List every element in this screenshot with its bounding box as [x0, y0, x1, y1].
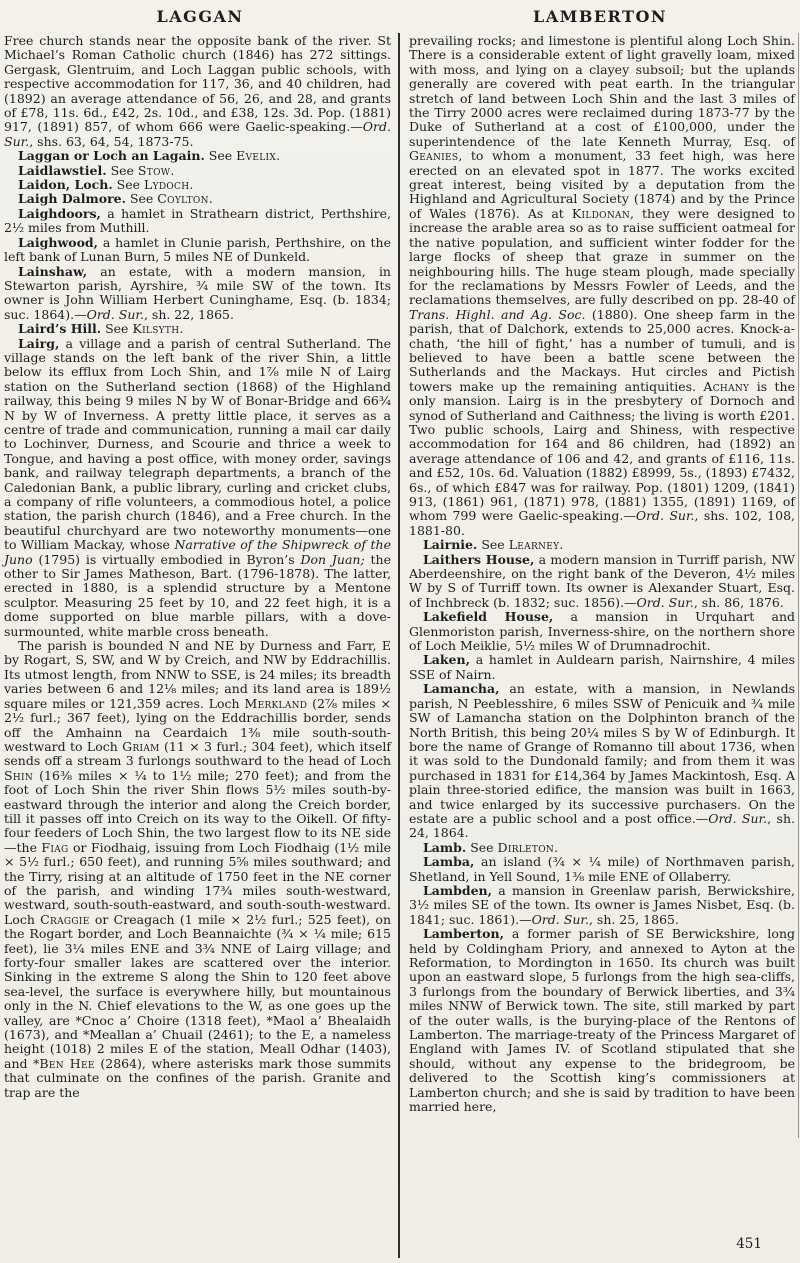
text-segment: , sh. 24, 1864.: [409, 810, 795, 841]
text-segment: an estate, with a mansion, in Newlands parish, N Peeblesshire, 6 miles SSW of Penicuik and ¾ mile SW of Lamancha station on the Dolphinton branch of the North British, this being 20¼ miles S by W of Edinburgh. It bore the name of Grange of Romanno till about 1736, when it was sold to the Dundonald family; and from them it was purchased in 1831 for £14,364 by James Mackintosh, Esq. A plain three-storied edifice, the mansion was built in 1663, and twice enlarged by its successive purchasers. On the estate are a public school and a post office.—: [409, 681, 795, 826]
text-segment: (16⅜ miles × ¼ to 1½ mile; 270 feet); and from the foot of Loch Shin the river Shin flows 5½ miles south-by-eastward through the interior and along the Creich border, till it passes off into Creich on its way to the Oikell. Of fifty-four feeders of Loch Shin, the two largest flow to its NE side—the: [4, 767, 391, 855]
text-segment: Free church stands near the opposite bank of the river. St Michael’s Roman Catholic church (1846) has 272 sittings. Gergask, Glentruim, and Loch Laggan public schools, with respective accommodation for 117, 36, and 40 children, had (1892) an average attendance of 56, 26, and 28, and grants of £78, 11s. 6d., £42, 2s. 10d., and £38, 12s. 3d. Pop. (1881) 917, (1891) 857, of whom 666 were Gaelic-speaking.—: [4, 33, 391, 135]
paragraph: [409, 610, 795, 653]
scan-edge-line: [798, 33, 799, 1138]
text-columns: [0, 34, 800, 1114]
paragraph: [4, 207, 391, 236]
paragraph: [4, 192, 391, 206]
right-running-head: LAMBERTON: [532, 7, 668, 26]
italic-title: Ord. Sur.: [635, 508, 695, 524]
paragraph: [4, 34, 391, 149]
text-segment: a mansion in Urquhart and Glenmoriston parish, Inverness-shire, on the northern shore of Loch Meiklie, 5½ miles W of Drumnadrochit.: [409, 609, 796, 654]
entry-name: Lainshaw,: [18, 263, 88, 279]
cross-reference: Shin: [4, 767, 34, 783]
paragraph: [409, 841, 795, 855]
cross-reference: Stow: [137, 162, 171, 178]
paragraph: [409, 34, 795, 538]
text-segment: , sh. 25, 1865.: [588, 911, 679, 927]
text-segment: a former parish of SE Berwickshire, long held by Coldingham Priory, and annexed to Ayton at the Reformation, to Mordington in 1650. Its church was built upon an eastward slope, 5 furlongs from the high sea-cliffs, 3 furlongs from the boundary of Berwick liberties, and 3¾ miles NNW of Berwick town. The site, still marked by part of the outer walls, is the burying-place of the Rentons of Lamberton. The marriage-treaty of the Princess Margaret of England with James IV. of Scotland stipulated that she should, without any expense to the bridegroom, be delivered to the Scottish king’s commissioners at Lamberton church; and she is said by tradition to have been married here,: [409, 926, 795, 1115]
entry-name: Laidlawstiel.: [18, 162, 107, 178]
cross-reference: Griam: [122, 738, 160, 754]
text-segment: .: [170, 162, 175, 178]
paragraph: [4, 322, 391, 336]
text-segment: .: [276, 148, 281, 164]
text-segment: a modern mansion in Turriff parish, NW Aberdeenshire, on the right bank of the Deveron, 4½ miles W by S of Turriff town. Its owner is Alexander Stuart, Esq. of Inchbreck (b. 1832; suc. 1856).—: [409, 551, 795, 610]
paragraph: [4, 337, 391, 640]
text-segment: is the only mansion. Lairg is in the presbytery of Dornoch and synod of Sutherland and Caithness; the living is worth £201. Two public schools, Lairg and Shiness, with respective accommodation for 164 and 86 children, had (1892) an average attendance of 106 and 42, and grants of £116, 11s. and £52, 10s. 6d. Valuation (1882) £8999, 5s., (1893) £7432, 6s., of which £847 was for railway. Pop. (1801) 1209, (1841) 913, (1861) 961, (1871) 978, (1881) 1355, (1891) 1169, of whom 799 were Gaelic-speaking.—: [409, 378, 795, 524]
cross-reference: Merkland: [244, 695, 308, 711]
entry-name: Laighwood,: [18, 234, 98, 250]
text-segment: See: [112, 177, 144, 193]
cross-reference: Craggie: [40, 911, 90, 927]
cross-reference: Kilsyth: [132, 321, 180, 337]
entry-name: Lairnie.: [423, 537, 478, 553]
cross-reference: Kildonan: [571, 205, 631, 221]
text-segment: , sh. 22, 1865.: [143, 306, 234, 322]
text-segment: (2⅞ miles × 2½ furl.; 367 feet), lying on the Eddrachillis border, sends off the Amhainn na Ceardaich 1⅜ mile south-south-westward to Loch: [4, 695, 392, 754]
cross-reference: Evelix: [236, 148, 277, 164]
entry-name: Lairg,: [18, 335, 60, 351]
paragraph: [4, 265, 391, 323]
italic-title: Ord. Sur.: [531, 911, 589, 927]
cross-reference: Geanies: [409, 148, 459, 164]
cross-reference: Coylton: [157, 191, 209, 207]
italic-title: Trans. Highl. and Ag. Soc.: [409, 306, 586, 322]
paragraph: [409, 927, 795, 1114]
right-column: [399, 34, 800, 1114]
text-segment: , shs. 102, 108, 1881-80.: [409, 508, 795, 538]
text-segment: The parish is bounded N and NE by Durness and Farr, E by Rogart, S, SW, and W by Creich, and NW by Eddrachillis. Its utmost length, from NNW to SSE, is 24 miles; its breadth varies between 6 and 12⅛ miles; and its land area is 189½ square miles or 121,359 acres. Loch: [4, 638, 391, 711]
page-number: 451: [736, 1236, 762, 1252]
entry-name: Laggan or Loch an Lagain.: [18, 148, 205, 164]
text-segment: See: [477, 537, 509, 553]
text-segment: an island (¾ × ¼ mile) of Northmaven parish, Shetland, in Yell Sound, 1⅜ mile ENE of Ollaberry.: [409, 854, 795, 884]
cross-reference: Learney: [508, 537, 560, 553]
text-segment: a hamlet in Strathearn district, Perthshire, 2½ miles from Muthill.: [4, 205, 391, 236]
entry-name: Laidon, Loch.: [18, 177, 113, 193]
text-segment: See: [125, 191, 158, 207]
paragraph: [4, 164, 391, 178]
text-segment: (11 × 3 furl.; 304 feet), which itself sends off a stream 3 furlongs southward to the head of Loch: [4, 738, 391, 769]
entry-name: Lakefield House,: [423, 609, 554, 625]
paragraph: [4, 178, 391, 192]
text-segment: a hamlet in Clunie parish, Perthshire, on the left bank of Lunan Burn, 5 miles NE of Dunkeld.: [4, 234, 391, 265]
column-divider-rule: [398, 33, 400, 1258]
text-segment: (2864), where asterisks mark those summits that culminate on the confines of the parish. Granite and trap are the: [4, 1055, 392, 1100]
entry-name: Laighdoors,: [18, 205, 101, 221]
paragraph: [409, 884, 795, 927]
text-segment: .: [208, 191, 213, 207]
running-heads: [0, 0, 800, 34]
text-segment: See: [101, 321, 133, 337]
text-segment: or Creagach (1 mile × 2½ furl.; 525 feet), on the Rogart border, and Loch Beannaichte (¾ × ¼ mile; 615 feet), lie 3¼ miles ENE and 3¾ NNE of Lairg village; and forty-four smaller lakes are scattered over the interior. Sinking in the extreme S along the Shin to 120 feet above sea-level, the surface is everywhere hilly, but mountainous only in the N. Chief elevations to the W, as one goes up the valley, are *Cnoc a’ Choire (1318 feet), *Maol a’ Bhealaidh (1673), and *Meallan a’ Chuail (2461); to the E, a nameless height (1018) 2 miles E of the station, Meall Odhar (1403), and *: [4, 911, 392, 1071]
cross-reference: Dirleton: [497, 839, 555, 855]
paragraph: [409, 653, 795, 682]
text-segment: , to whom a monument, 33 feet high, was here erected on an elevated spot in 1877. The works excited great interest, being visited by a deputation from the Highland and Agricultural Society (1874) and by the Prince of Wales (1876). As at: [409, 148, 795, 221]
paragraph: [409, 538, 795, 552]
entry-name: Laken,: [423, 652, 470, 668]
cross-reference: Fiag: [41, 839, 69, 855]
text-segment: a mansion in Greenlaw parish, Berwickshire, 3½ miles SE of the town. Its owner is James Nisbet, Esq. (b. 1841; suc. 1861).—: [409, 882, 795, 927]
text-segment: or Fiodhaig, issuing from Loch Fiodhaig (1½ mile × 5½ furl.; 650 feet), and running 5⅝ miles southward; and the Tirry, rising at an altitude of 1750 feet in the NE corner of the parish, and winding 17¾ miles south-westward, westward, south-south-eastward, and south-south-westward. Loch: [4, 839, 391, 927]
entry-name: Laird’s Hill.: [18, 321, 102, 337]
cross-reference: Achany: [703, 378, 750, 394]
text-segment: (1880). One sheep farm in the parish, that of Dalchork, extends to 25,000 acres. Knock-a-chath, ‘the hill of fight,’ has a number of tumuli, and is believed to have been a battle scene between the Sutherlands and the Mackays. Hut circles and Pictish towers make up the remaining antiquities.: [409, 306, 796, 394]
entry-name: Lamba,: [423, 854, 475, 870]
paragraph: [4, 639, 391, 1100]
left-column: [0, 34, 399, 1100]
text-segment: (1795) is virtually embodied in Byron’s: [32, 551, 301, 567]
entry-name: Lamberton,: [423, 926, 504, 942]
left-running-head: LAGGAN: [156, 7, 244, 26]
text-segment: the other to Sir James Matheson, Bart. (1796-1878). The latter, erected in 1880, is a splendid structure by a Mentone sculptor. Measuring 25 feet by 10, and 22 feet high, it is a dome supported on blue marble pillars, with a dove-surmounted, white marble cross beneath.: [4, 551, 391, 639]
text-segment: a hamlet in Auldearn parish, Nairnshire, 4 miles SSE of Nairn.: [409, 652, 795, 682]
paragraph: [4, 236, 391, 265]
entry-name: Laithers House,: [423, 551, 535, 567]
entry-name: Lambden,: [423, 882, 492, 898]
italic-title: Ord. Sur.: [86, 306, 144, 322]
paragraph: [409, 682, 795, 840]
text-segment: .: [179, 321, 184, 337]
text-segment: , shs. 63, 64, 54, 1873-75.: [29, 133, 194, 149]
cross-reference: Ben Hee: [39, 1055, 95, 1071]
italic-title: Ord. Sur.: [4, 119, 391, 149]
entry-name: Lamancha,: [423, 681, 500, 697]
text-segment: an estate, with a modern mansion, in Stewarton parish, Ayrshire, ¾ mile SW of the town. Its owner is John William Herbert Cuninghame, Esq. (b. 1834; suc. 1864).—: [4, 263, 391, 322]
text-segment: , sh. 86, 1876.: [693, 594, 784, 610]
text-segment: .: [189, 177, 194, 193]
entry-name: Laigh Dalmore.: [18, 191, 126, 207]
text-segment: .: [554, 839, 559, 855]
entry-name: Lamb.: [423, 839, 467, 855]
paragraph: [409, 553, 795, 611]
cross-reference: Lydoch: [144, 177, 190, 193]
italic-title: Ord. Sur.: [708, 810, 768, 826]
italic-title: Ord. Sur.: [636, 594, 694, 610]
text-segment: See: [466, 839, 498, 855]
text-segment: See: [204, 148, 237, 164]
text-segment: , they were designed to increase the arable area so as to raise sufficient oatmeal for the native population, and sufficient winter fodder for the large flocks of sheep that graze in summer on the neighbouring hills. The huge steam plough, made specially for the reclamations by Messrs Fowler of Leeds, and the reclamations themselves, are fully described on pp. 28-40 of: [409, 205, 796, 308]
text-segment: a village and a parish of central Sutherland. The village stands on the left bank of the river Shin, a little below its efflux from Loch Shin, and 1⅞ mile N of Lairg station on the Sutherland section (1868) of the Highland railway, this being 9 miles N by W of Bonar-Bridge and 66¾ N by W of Inverness. A pretty little place, it serves as a centre of trade and communication, running a mail car daily to Lochinver, Durness, and Scourie and thrice a week to Tongue, and having a post office, with money order, savings bank, and railway telegraph departments, a branch of the Caledonian Bank, a public library, curling and cricket clubs, a company of rifle volunteers, a commodious hotel, a police station, the parish church (1846), and a Free church. In the beautiful churchyard are two noteworthy monuments—one to William Mackay, whose: [4, 335, 391, 553]
text-segment: .: [559, 537, 564, 553]
text-segment: prevailing rocks; and limestone is plentiful along Loch Shin. There is a considerable extent of light gravelly loam, mixed with moss, and lying on a clayey subsoil; but the uplands generally are covered with peat earth. In the triangular stretch of land between Loch Shin and the last 3 miles of the Tirry 2000 acres were reclaimed during 1873-77 by the Duke of Sutherland at a cost of £100,000, under the superintendence of the late Kenneth Murray, Esq. of: [409, 33, 795, 149]
italic-title: Narrative of the Shipwreck of the Juno: [4, 537, 391, 567]
text-segment: See: [106, 162, 138, 178]
paragraph: [409, 855, 795, 884]
italic-title: Don Juan;: [300, 551, 365, 567]
paragraph: [4, 149, 391, 163]
